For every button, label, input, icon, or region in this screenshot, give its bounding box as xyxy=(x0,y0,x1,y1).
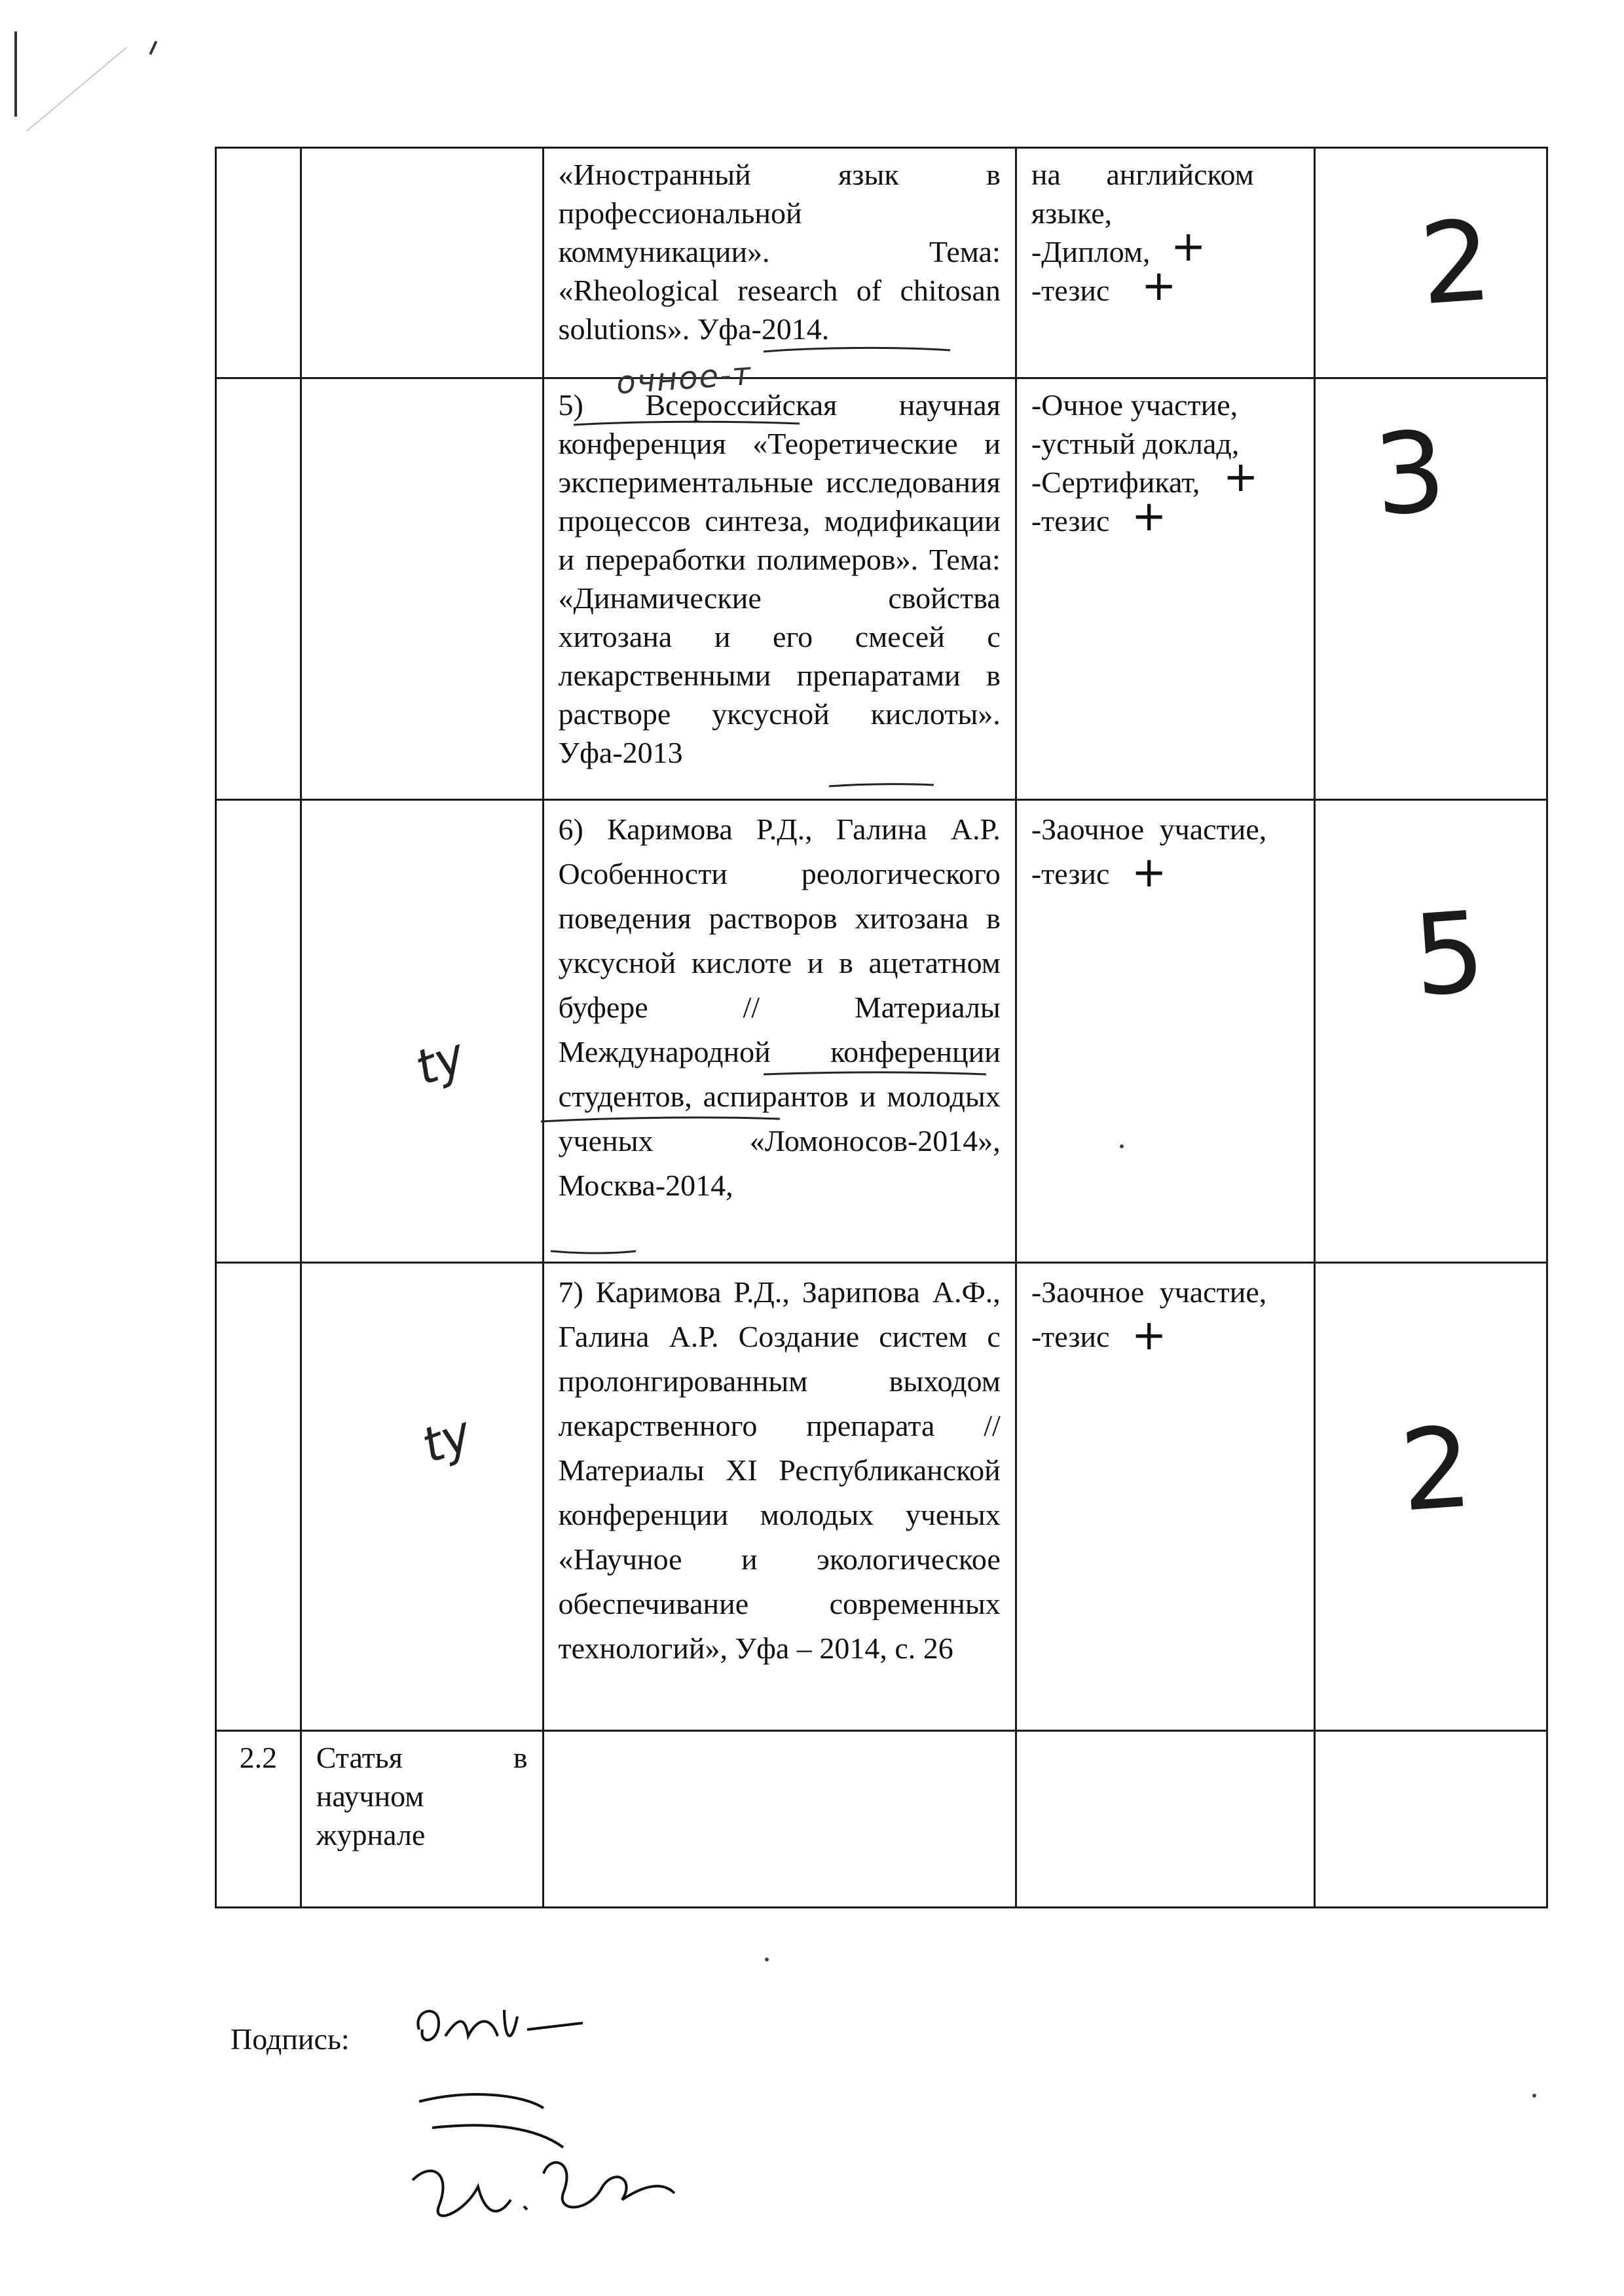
participation-line: -Заочное участие, xyxy=(1031,1275,1267,1309)
check-plus-mark: + xyxy=(1131,492,1167,541)
participation-line: языке, xyxy=(1031,196,1113,230)
participation-line: на английском xyxy=(1031,158,1254,191)
signature-mark xyxy=(393,2075,694,2246)
participation-line: -тезис xyxy=(1031,857,1110,890)
description-text: 7) Каримова Р.Д., Зарипова А.Ф., Галина А.Р. Создание систем с пролонгированным выходом лекарственного препарата // Материалы XI Республиканской конференции молодых ученых «Научное и экологическое обеспечивание современных технологий», Уфа – 2014, с. 26 xyxy=(558,1275,1001,1665)
handwritten-score: 3 xyxy=(1370,407,1450,541)
handwritten-score: 2 xyxy=(1396,1402,1477,1537)
cell-score xyxy=(1315,1731,1547,1908)
table-row xyxy=(216,1731,1547,1908)
cell-participation xyxy=(1016,1263,1315,1731)
check-plus-mark: + xyxy=(1131,848,1167,897)
handwritten-underline xyxy=(760,1068,989,1081)
check-plus-mark: + xyxy=(1131,1311,1167,1360)
cell-number xyxy=(216,148,301,378)
handwritten-score: 2 xyxy=(1416,196,1496,331)
cell-description xyxy=(543,378,1016,800)
handwritten-underline xyxy=(826,780,937,793)
cell-type xyxy=(301,378,543,800)
participation-line: -тезис xyxy=(1031,1320,1110,1353)
scan-speck xyxy=(765,1958,769,1961)
handwritten-underline xyxy=(570,418,806,431)
cell-participation xyxy=(1016,1731,1315,1908)
handwritten-score: 5 xyxy=(1409,887,1490,1022)
signature-mark xyxy=(406,1990,602,2069)
cell-score xyxy=(1315,148,1547,378)
cell-participation xyxy=(1016,800,1315,1263)
cell-type xyxy=(301,148,543,378)
participation-line: -Сертификат, xyxy=(1031,465,1200,499)
check-plus-mark: + xyxy=(1223,453,1259,501)
handwritten-underline xyxy=(538,1112,786,1127)
table-row xyxy=(216,148,1547,378)
scan-artifact-line xyxy=(26,47,126,132)
cell-participation xyxy=(1016,378,1315,800)
check-plus-mark: + xyxy=(1170,223,1206,271)
cell-description xyxy=(543,148,1016,402)
scan-tick-mark xyxy=(149,41,158,55)
cell-number xyxy=(216,378,301,800)
signature-label: Подпись: xyxy=(231,2022,350,2056)
handwritten-underline xyxy=(547,1246,639,1258)
cell-description xyxy=(543,1263,1016,1731)
scan-edge-mark xyxy=(14,31,17,117)
cell-description xyxy=(543,800,1016,1263)
cell-description xyxy=(543,1731,1016,1908)
description-text: 5) Всероссийская научная конференция «Теоретические и экспериментальные исследования процессов синтеза, модификации и переработки полимеров». Тема: «Динамические свойства хитозана и его смесей с лекарственными препаратами в растворе уксусной кислоты». Уфа-2013 xyxy=(558,388,1001,769)
cell-type xyxy=(301,800,543,1263)
description-text: «Иностранный язык в профессиональной коммуникации». Тема: «Rheological research of chitosan solutions». Уфа-2014. xyxy=(558,158,1001,346)
table-row xyxy=(216,1263,1547,1731)
cell-number xyxy=(216,1263,301,1731)
cell-participation xyxy=(1016,148,1315,378)
handwritten-initials: ty xyxy=(415,1405,479,1474)
cell-score xyxy=(1315,1263,1547,1731)
check-plus-mark: + xyxy=(1141,262,1177,310)
cell-type xyxy=(301,1263,543,1731)
activity-table xyxy=(215,147,1548,1908)
scan-speck xyxy=(1532,2094,1536,2098)
scan-speck xyxy=(1120,1144,1124,1148)
cell-type: Статья в научном журнале xyxy=(301,1731,543,1908)
cell-score xyxy=(1315,800,1547,1263)
cell-score xyxy=(1315,378,1547,800)
description-text: 6) Каримова Р.Д., Галина А.Р. Особенности реологического поведения растворов хитозана в уксусной кислоте и в ацетатном буфере // Материалы Международной конференции студентов, аспирантов и молодых ученых «Ломоносов-2014», Москва-2014, xyxy=(558,812,1001,1202)
handwritten-note: очное-т xyxy=(614,355,753,402)
handwritten-underline xyxy=(760,344,957,357)
cell-number: 2.2 xyxy=(216,1731,301,1908)
participation-line: -тезис xyxy=(1031,274,1110,307)
participation-line: -Диплом, xyxy=(1031,235,1151,268)
handwritten-initials: ty xyxy=(408,1027,472,1097)
cell-number xyxy=(216,800,301,1263)
table-row xyxy=(216,378,1547,800)
participation-line: -тезис xyxy=(1031,504,1110,538)
participation-line: -Очное участие, xyxy=(1031,388,1238,422)
participation-line: -устный доклад, xyxy=(1031,427,1240,460)
participation-line: -Заочное участие, xyxy=(1031,812,1267,846)
table-row xyxy=(216,800,1547,1263)
